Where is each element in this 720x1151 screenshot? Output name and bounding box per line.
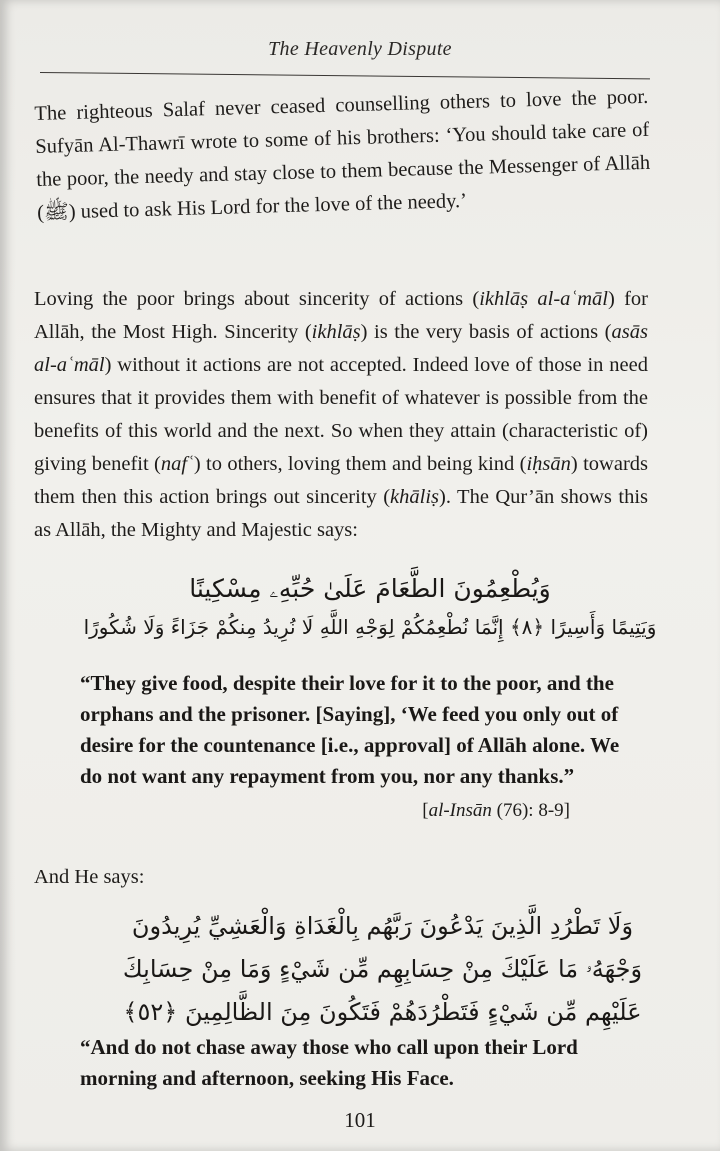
running-header: The Heavenly Dispute: [268, 38, 452, 60]
para2-text-7: ). The Qur’ān shows this as Allāh, the Mighty and Majestic says:: [34, 486, 648, 541]
citation-open-bracket: [: [422, 800, 429, 821]
arabic-verse-line: وَيَتِيمًا وَأَسِيرًا ﴿٨﴾ إِنَّمَا نُطْعِمُكُمْ لِوَجْهِ اللَّهِ لَا نُرِيدُ مِنكُمْ جَزَاءً وَلَا شُكُورًا: [83, 615, 657, 639]
para2-text-5: ) to others, loving them and being kind (: [193, 453, 527, 475]
para2-text-4: ) without it actions are not accepted. Indeed love of those in need ensures that it provides them with benefit of whatever is possible from the benefits of this world and the next. So when they attain (characteristic of) giving benefit (: [34, 354, 648, 475]
arabic-verse-line: وَيُطْعِمُونَ الطَّعَامَ عَلَىٰ حُبِّهِۦ مِسْكِينًا: [189, 574, 551, 603]
para2-text-1: Loving the poor brings about sincerity of actions (: [34, 288, 480, 310]
page-number: 101: [344, 1108, 376, 1132]
para2-term-asas-al-amal: asās al-aʿmāl: [34, 321, 648, 376]
translation-quote-anam: “And do not chase away those who call upon their Lord morning and afternoon, seeking His Face.: [80, 1035, 578, 1090]
citation-surah-name: al-Insān: [428, 800, 492, 821]
paragraph-loving-poor: [34, 283, 648, 547]
para2-term-ikhlas: ikhlāṣ: [311, 321, 361, 343]
para2-term-ikhlas-al-amal: ikhlāṣ al-aʿmāl: [479, 288, 609, 310]
para2-text-2: ) for Allāh, the Most High. Sincerity (: [34, 288, 648, 343]
translation-quote-insan: “They give food, despite their love for it to the poor, and the orphans and the prisoner. [Saying], ‘We feed you only out of desire for the countenance [i.e., approval] of Allāh alone. We do not want any repayment from you, nor any thanks.”: [80, 671, 620, 788]
arabic-verse-anam: [110, 905, 655, 1034]
citation-reference: (76): 8-9]: [491, 800, 570, 821]
para2-text-3: ) is the very basis of actions (: [360, 321, 612, 343]
arabic-verse-line: وَلَا تَطْرُدِ الَّذِينَ يَدْعُونَ رَبَّهُم بِالْغَدَاةِ وَالْعَشِيِّ يُرِيدُونَ: [131, 912, 634, 940]
and-he-says-text: And He says:: [34, 866, 145, 888]
para2-text-6: ) towards them then this action brings out sincerity (: [34, 453, 649, 508]
arabic-verse-line: وَجْهَهُۥ مَا عَلَيْكَ مِنْ حِسَابِهِم مِّن شَيْءٍ وَمَا مِنْ حِسَابِكَ: [122, 955, 643, 983]
para2-term-khalis: khāliṣ: [390, 486, 440, 508]
citation-insan: [422, 800, 570, 822]
para2-term-ihsan: iḥsān: [526, 453, 571, 475]
paragraph-salaf-text: The righteous Salaf never ceased counselling others to love the poor. Sufyān Al-Thawrī wrote to some of his brothers: ‘You should take care of the poor, the needy and stay close to them because the Messenger of Allāh (ﷺ) used to ask His Lord for the love of the needy.’: [34, 85, 651, 224]
para2-term-naf: nafʿ: [160, 453, 194, 475]
arabic-verse-line: عَلَيْهِم مِّن شَيْءٍ فَتَطْرُدَهُمْ فَتَكُونَ مِنَ الظَّالِمِينَ ﴿٥٢﴾: [123, 998, 642, 1026]
arabic-verse-insan: [80, 570, 660, 646]
header-rule: [40, 72, 650, 79]
paragraph-salaf: [34, 81, 651, 230]
